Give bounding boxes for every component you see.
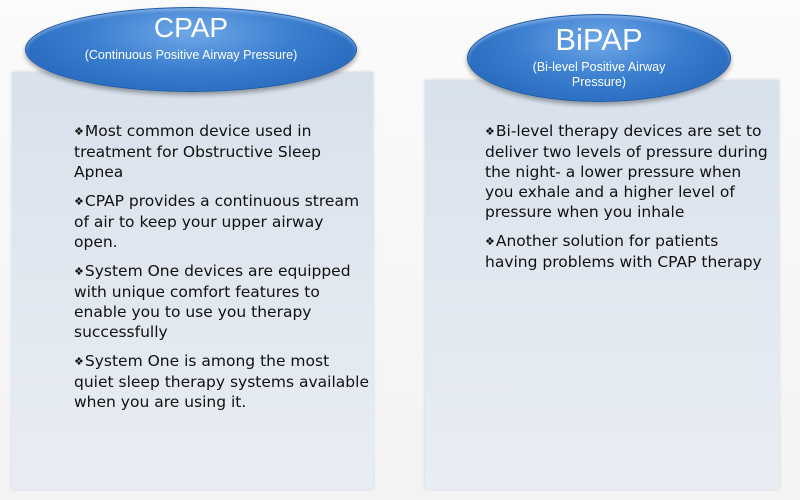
diamond-bullet-icon: ❖	[74, 125, 84, 138]
list-item	[74, 121, 370, 182]
bullet-text: System One devices are equipped with unique comfort features to enable you to use you therapy successfully	[74, 262, 351, 341]
cpap-title: CPAP	[153, 12, 229, 43]
diamond-bullet-icon: ❖	[485, 235, 495, 248]
cpap-header-oval	[25, 7, 357, 92]
list-item	[485, 121, 770, 222]
bullet-text: Most common device used in treatment for Obstructive Sleep Apnea	[74, 122, 321, 181]
bullet-text: Another solution for patients having problems with CPAP therapy	[485, 232, 762, 271]
bullet-text: System One is among the most quiet sleep therapy systems available when you are using it.	[74, 352, 369, 411]
bullet-text: Bi-level therapy devices are set to deliver two levels of pressure during the night- a lower pressure when you exhale and a higher level of pressure when you inhale	[485, 122, 768, 221]
diamond-bullet-icon: ❖	[74, 195, 84, 208]
bipap-title: BiPAP	[555, 22, 643, 57]
list-item	[74, 351, 370, 412]
diamond-bullet-icon: ❖	[485, 125, 495, 138]
list-item	[74, 191, 370, 252]
bullet-text: CPAP provides a continuous stream of air to keep your upper airway open.	[74, 192, 360, 251]
diamond-bullet-icon: ❖	[74, 265, 84, 278]
list-item	[74, 261, 370, 342]
cpap-bullet-list	[74, 121, 370, 421]
list-item	[485, 231, 770, 272]
bipap-subtitle: (Bi-level Positive Airway Pressure)	[532, 60, 666, 89]
bipap-bullet-list	[485, 121, 770, 281]
diamond-bullet-icon: ❖	[74, 355, 84, 368]
cpap-subtitle: (Continuous Positive Airway Pressure)	[84, 48, 298, 62]
bipap-header-oval	[467, 14, 731, 102]
